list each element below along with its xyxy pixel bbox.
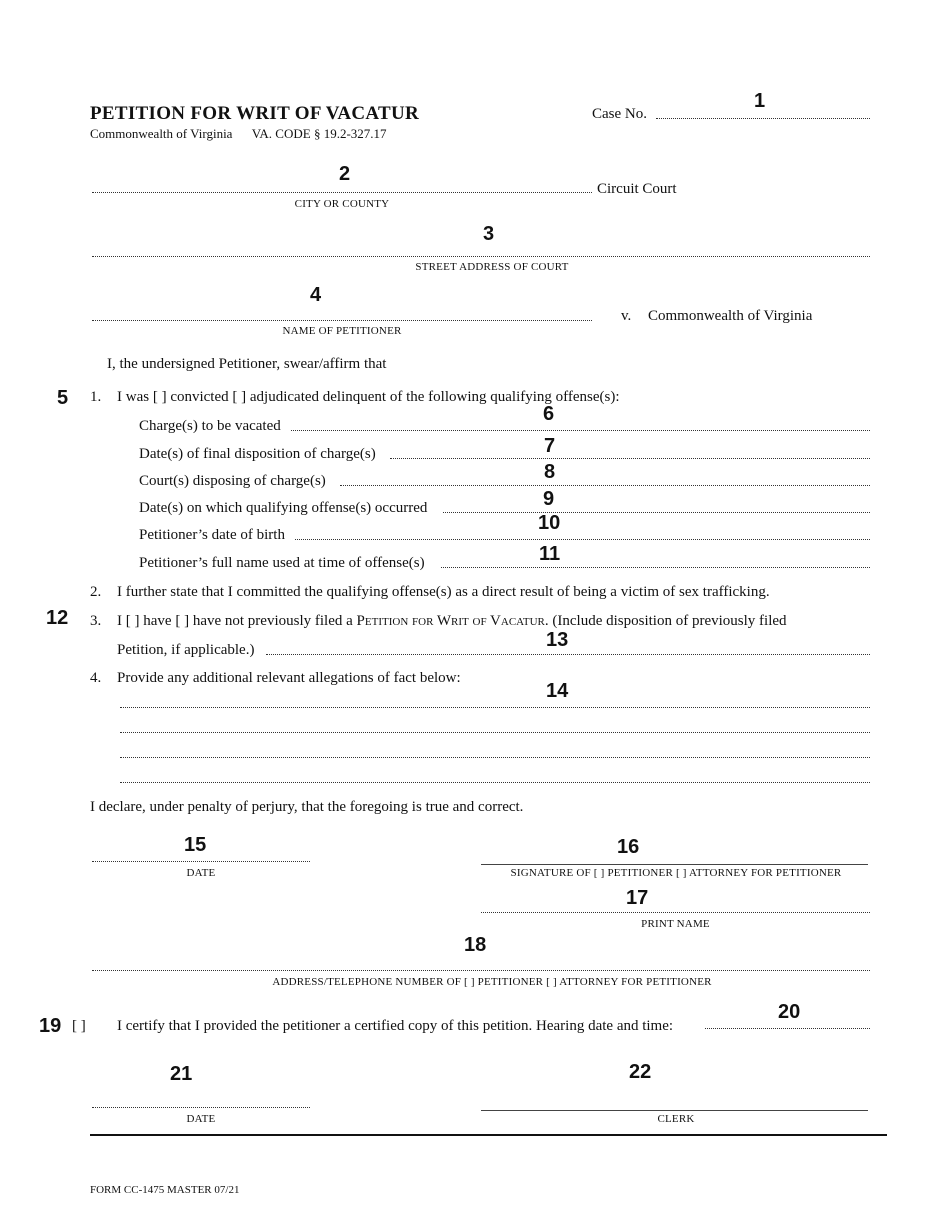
city-county-caption: CITY OR COUNTY: [294, 198, 390, 210]
city-county-field[interactable]: [92, 192, 592, 193]
field-number-13: 13: [546, 629, 569, 651]
hearing-date-field[interactable]: [705, 1028, 870, 1029]
bottom-divider: [90, 1134, 887, 1136]
petition-date-field[interactable]: [92, 861, 310, 862]
respondent-label: Commonwealth of Virginia: [648, 308, 813, 324]
signature-petitioner-checkbox[interactable]: [ ]: [593, 867, 605, 879]
prior-petition-field[interactable]: [266, 654, 870, 655]
signature-caption-a: SIGNATURE OF: [510, 867, 591, 879]
birth-date-label: Petitioner’s date of birth: [139, 527, 285, 543]
field-number-2: 2: [339, 163, 351, 185]
address-caption-a: ADDRESS/TELEPHONE NUMBER OF: [272, 976, 462, 988]
signature-attorney-checkbox[interactable]: [ ]: [675, 867, 687, 879]
declaration-text: I declare, under penalty of perjury, that the foregoing is true and correct.: [90, 799, 524, 815]
address-petitioner-checkbox[interactable]: [ ]: [464, 976, 475, 988]
field-number-22: 22: [629, 1061, 652, 1083]
field-number-17: 17: [626, 887, 649, 909]
disposing-court-label: Court(s) disposing of charge(s): [139, 473, 326, 489]
clerk-caption: CLERK: [657, 1113, 695, 1125]
field-number-9: 9: [543, 488, 555, 510]
item-4-text: Provide any additional relevant allegations of fact below:: [117, 670, 461, 686]
convicted-checkbox[interactable]: [ ]: [152, 389, 167, 405]
field-number-16: 16: [617, 836, 640, 858]
disposing-court-field[interactable]: [340, 485, 870, 486]
have-checkbox[interactable]: [ ]: [125, 613, 140, 629]
field-number-5: 5: [57, 387, 69, 409]
offense-name-label: Petitioner’s full name used at time of offense(s): [139, 555, 425, 571]
certify-checkbox[interactable]: [ ]: [72, 1018, 86, 1034]
item-1-text-b: convicted: [170, 389, 229, 405]
field-number-20: 20: [778, 1001, 801, 1023]
clerk-date-caption: DATE: [186, 1113, 216, 1125]
item-3-text-c: have not previously filed a: [192, 613, 353, 629]
signature-caption: [481, 867, 871, 879]
disposition-date-field[interactable]: [390, 458, 870, 459]
circuit-court-label: Circuit Court: [597, 181, 677, 197]
certify-text: I certify that I provided the petitioner a certified copy of this petition. Hearing date and time:: [117, 1018, 674, 1034]
signature-field[interactable]: [481, 864, 868, 865]
offense-date-field[interactable]: [443, 512, 870, 513]
clerk-date-field[interactable]: [92, 1107, 310, 1108]
field-number-12: 12: [46, 607, 69, 629]
case-no-field[interactable]: [656, 118, 870, 119]
print-name-field[interactable]: [481, 912, 870, 913]
form-id: FORM CC-1475 MASTER 07/21: [90, 1184, 240, 1196]
versus-label: v.: [621, 308, 632, 324]
address-caption-b: PETITIONER: [477, 976, 544, 988]
charges-label: Charge(s) to be vacated: [139, 418, 281, 434]
field-number-7: 7: [544, 435, 556, 457]
item-3-text-e: Petition, if applicable.): [117, 642, 255, 658]
field-number-4: 4: [310, 284, 322, 306]
address-attorney-checkbox[interactable]: [ ]: [546, 976, 557, 988]
intro-text: I, the undersigned Petitioner, swear/affirm that: [107, 356, 387, 372]
field-number-14: 14: [546, 680, 569, 702]
petition-date-caption: DATE: [186, 867, 216, 879]
allegations-line-4[interactable]: [120, 782, 870, 783]
petition-name: Petition for Writ of Vacatur: [356, 613, 545, 629]
item-2-text: I further state that I committed the qualifying offense(s) as a direct result of being a victim of sex trafficking.: [117, 584, 770, 600]
charges-field[interactable]: [291, 430, 870, 431]
disposition-date-label: Date(s) of final disposition of charge(s): [139, 446, 376, 462]
item-3-line: [117, 613, 787, 630]
petitioner-name-field[interactable]: [92, 320, 592, 321]
item-3-text-b: have: [143, 613, 172, 629]
print-name-caption: PRINT NAME: [641, 918, 710, 930]
allegations-line-2[interactable]: [120, 732, 870, 733]
address-telephone-caption: [92, 976, 892, 988]
field-number-10: 10: [538, 512, 561, 534]
field-number-19: 19: [39, 1015, 62, 1037]
item-1-text-c: adjudicated delinquent of the following qualifying offense(s):: [249, 389, 620, 405]
item-3-text-a: I: [117, 613, 122, 629]
item-2-number: 2.: [90, 584, 102, 600]
case-no-label: Case No.: [592, 106, 647, 122]
signature-caption-b: PETITIONER: [607, 867, 673, 879]
item-1-number: 1.: [90, 389, 102, 405]
adjudicated-checkbox[interactable]: [ ]: [232, 389, 247, 405]
item-3-text-d: . (Include disposition of previously filed: [544, 613, 787, 629]
field-number-8: 8: [544, 461, 556, 483]
offense-date-label: Date(s) on which qualifying offense(s) occurred: [139, 500, 428, 516]
allegations-line-3[interactable]: [120, 757, 870, 758]
field-number-15: 15: [184, 834, 207, 856]
address-caption-c: ATTORNEY FOR PETITIONER: [559, 976, 712, 988]
have-not-checkbox[interactable]: [ ]: [175, 613, 190, 629]
address-telephone-field[interactable]: [92, 970, 870, 971]
birth-date-field[interactable]: [295, 539, 870, 540]
jurisdiction-label: [90, 126, 387, 142]
statute-code: VA. CODE § 19.2-327.17: [251, 126, 387, 141]
petitioner-name-caption: NAME OF PETITIONER: [282, 325, 402, 337]
offense-name-field[interactable]: [441, 567, 870, 568]
court-address-field[interactable]: [92, 256, 870, 257]
item-4-number: 4.: [90, 670, 102, 686]
item-3-number: 3.: [90, 613, 102, 629]
jurisdiction: Commonwealth of Virginia: [90, 126, 233, 141]
allegations-line-1[interactable]: [120, 707, 870, 708]
signature-caption-c: ATTORNEY FOR PETITIONER: [688, 867, 842, 879]
field-number-6: 6: [543, 403, 555, 425]
clerk-signature-field[interactable]: [481, 1110, 868, 1111]
field-number-11: 11: [539, 543, 561, 565]
field-number-21: 21: [170, 1063, 193, 1085]
field-number-3: 3: [483, 223, 495, 245]
item-1-text-a: I was: [117, 389, 150, 405]
field-number-18: 18: [464, 934, 487, 956]
field-number-1: 1: [754, 90, 766, 112]
form-title: PETITION FOR WRIT OF VACATUR: [90, 103, 419, 124]
court-address-caption: STREET ADDRESS OF COURT: [415, 261, 569, 273]
